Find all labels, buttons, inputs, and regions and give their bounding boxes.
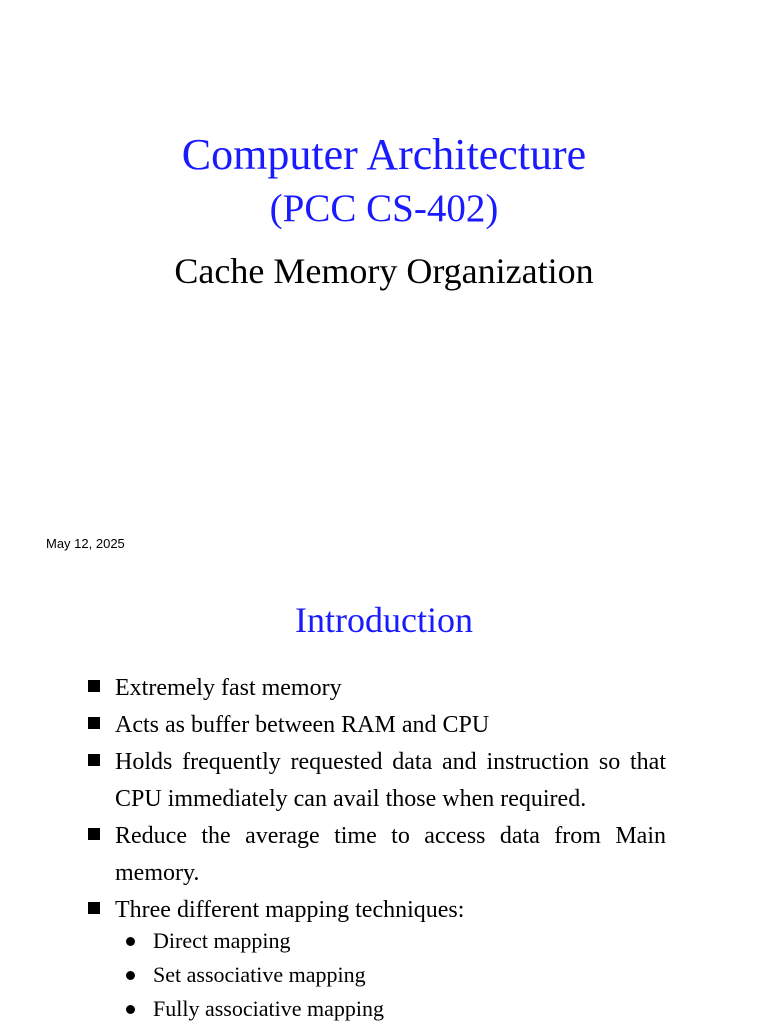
presentation-subtitle: Cache Memory Organization	[174, 251, 594, 291]
mapping-technique-text: Set associative mapping	[153, 962, 366, 987]
bullet-text: Reduce the average time to access data from Main memory.	[115, 823, 666, 886]
mapping-technique-item	[126, 958, 706, 992]
bullet-text: Acts as buffer between RAM and CPU	[115, 712, 490, 738]
bullet-item	[86, 670, 666, 707]
mapping-technique-item	[126, 924, 706, 958]
bullet-item	[86, 818, 666, 892]
bullet-item	[86, 707, 666, 744]
square-bullet-icon	[88, 902, 100, 914]
square-bullet-icon	[88, 680, 100, 692]
bullet-item	[86, 744, 666, 818]
dot-bullet-icon	[126, 1005, 135, 1014]
introduction-slide	[0, 560, 768, 1024]
mapping-technique-item	[126, 992, 706, 1026]
square-bullet-icon	[88, 754, 100, 766]
bullet-text: Three different mapping techniques:	[115, 897, 465, 923]
mapping-techniques-list	[86, 924, 706, 1026]
bullet-text: Holds frequently requested data and instruction so that CPU immediately can avail those when required.	[115, 749, 666, 812]
dot-bullet-icon	[126, 937, 135, 946]
square-bullet-icon	[88, 828, 100, 840]
mapping-technique-text: Direct mapping	[153, 928, 291, 953]
mapping-technique-text: Fully associative mapping	[153, 996, 384, 1021]
course-code: (PCC CS-402)	[269, 187, 499, 230]
slide-date: May 12, 2025	[46, 536, 125, 551]
bullet-text: Extremely fast memory	[115, 675, 342, 701]
slide-title: Introduction	[295, 600, 473, 640]
square-bullet-icon	[88, 717, 100, 729]
bullet-list	[86, 670, 666, 929]
dot-bullet-icon	[126, 971, 135, 980]
presentation-title: Computer Architecture	[181, 130, 587, 179]
